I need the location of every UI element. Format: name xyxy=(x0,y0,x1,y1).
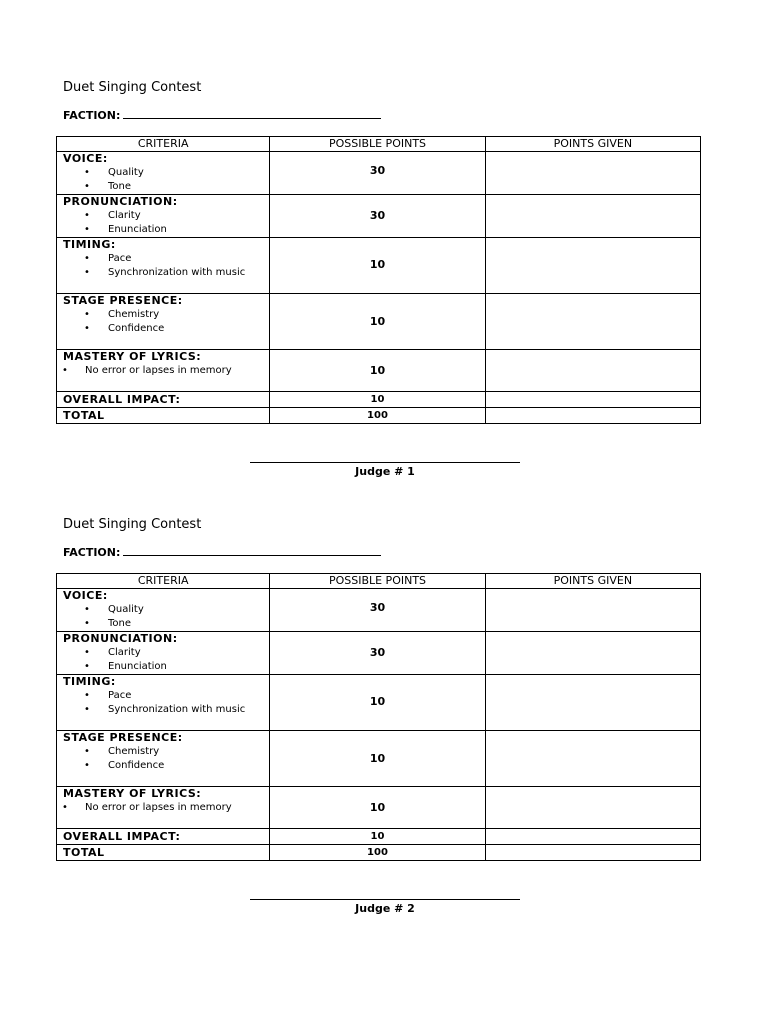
criteria-name: PRONUNCIATION: xyxy=(63,195,178,208)
points-given-input[interactable] xyxy=(485,632,700,675)
header-possible-points: POSSIBLE POINTS xyxy=(270,574,485,589)
criteria-name: MASTERY OF LYRICS: xyxy=(63,350,202,363)
possible-points-value: 10 xyxy=(270,787,485,829)
list-item: • Pace xyxy=(57,689,269,703)
list-item: • Tone xyxy=(57,180,269,194)
faction-field xyxy=(63,545,381,559)
table-row xyxy=(57,589,701,632)
list-item: • Quality xyxy=(57,166,269,180)
criteria-name: PRONUNCIATION: xyxy=(63,632,178,645)
table-row xyxy=(57,294,701,350)
header-possible-points: POSSIBLE POINTS xyxy=(270,137,485,152)
points-given-input[interactable] xyxy=(485,294,700,350)
points-given-input[interactable] xyxy=(485,152,700,195)
points-given-input[interactable] xyxy=(485,787,700,829)
faction-blank-line[interactable] xyxy=(123,545,381,556)
criteria-cell xyxy=(57,845,270,861)
criteria-cell xyxy=(57,392,270,408)
list-item: • Enunciation xyxy=(57,223,269,237)
table-row xyxy=(57,350,701,392)
criteria-items xyxy=(57,364,269,378)
criteria-cell xyxy=(57,829,270,845)
criteria-items xyxy=(57,745,269,773)
list-item: • No error or lapses in memory xyxy=(57,801,269,815)
list-item: • Tone xyxy=(57,617,269,631)
table-row xyxy=(57,829,701,845)
criteria-cell xyxy=(57,350,270,392)
criteria-items xyxy=(57,646,269,674)
table-row xyxy=(57,408,701,424)
points-given-input[interactable] xyxy=(485,829,700,845)
possible-points-value: 10 xyxy=(270,392,485,408)
header-points-given: POINTS GIVEN xyxy=(485,137,700,152)
criteria-name: STAGE PRESENCE: xyxy=(63,294,183,307)
list-item: • Confidence xyxy=(57,322,269,336)
possible-points-value: 30 xyxy=(270,195,485,238)
criteria-name: TIMING: xyxy=(63,675,116,688)
list-item: • Enunciation xyxy=(57,660,269,674)
possible-points-value: 10 xyxy=(270,731,485,787)
points-given-input[interactable] xyxy=(485,731,700,787)
points-given-input[interactable] xyxy=(485,238,700,294)
contest-title: Duet Singing Contest xyxy=(63,517,202,532)
list-item: • Quality xyxy=(57,603,269,617)
criteria-cell xyxy=(57,238,270,294)
criteria-cell xyxy=(57,152,270,195)
list-item: • Clarity xyxy=(57,209,269,223)
faction-label: FACTION: xyxy=(63,546,121,559)
points-given-input[interactable] xyxy=(485,195,700,238)
header-criteria: CRITERIA xyxy=(57,574,270,589)
criteria-items xyxy=(57,209,269,237)
possible-points-value: 10 xyxy=(270,294,485,350)
criteria-name: OVERALL IMPACT: xyxy=(63,830,181,843)
criteria-table xyxy=(56,136,701,424)
header-points-given: POINTS GIVEN xyxy=(485,574,700,589)
possible-points-value: 10 xyxy=(270,350,485,392)
criteria-items xyxy=(57,689,269,717)
criteria-items xyxy=(57,801,269,815)
table-header-row xyxy=(57,574,701,589)
points-given-input[interactable] xyxy=(485,589,700,632)
table-row xyxy=(57,845,701,861)
points-given-input[interactable] xyxy=(485,845,700,861)
criteria-cell xyxy=(57,675,270,731)
table-header-row xyxy=(57,137,701,152)
contest-title: Duet Singing Contest xyxy=(63,80,202,95)
points-given-input[interactable] xyxy=(485,392,700,408)
criteria-cell xyxy=(57,294,270,350)
judge-label: Judge # 2 xyxy=(355,902,415,915)
criteria-name: OVERALL IMPACT: xyxy=(63,393,181,406)
table-row xyxy=(57,675,701,731)
criteria-items xyxy=(57,252,269,280)
signature-line[interactable] xyxy=(250,899,520,900)
list-item: • No error or lapses in memory xyxy=(57,364,269,378)
possible-points-value: 10 xyxy=(270,238,485,294)
judge-label: Judge # 1 xyxy=(355,465,415,478)
criteria-table xyxy=(56,573,701,861)
list-item: • Confidence xyxy=(57,759,269,773)
list-item: • Chemistry xyxy=(57,745,269,759)
criteria-items xyxy=(57,166,269,194)
table-row xyxy=(57,731,701,787)
table-row xyxy=(57,632,701,675)
criteria-cell xyxy=(57,731,270,787)
table-row xyxy=(57,238,701,294)
criteria-name: VOICE: xyxy=(63,589,108,602)
criteria-name: VOICE: xyxy=(63,152,108,165)
criteria-name: TOTAL xyxy=(63,846,105,859)
table-row xyxy=(57,787,701,829)
list-item: • Synchronization with music xyxy=(57,266,269,280)
points-given-input[interactable] xyxy=(485,408,700,424)
header-criteria: CRITERIA xyxy=(57,137,270,152)
faction-field xyxy=(63,108,381,122)
criteria-items xyxy=(57,603,269,631)
possible-points-value: 10 xyxy=(270,829,485,845)
points-given-input[interactable] xyxy=(485,675,700,731)
list-item: • Clarity xyxy=(57,646,269,660)
list-item: • Synchronization with music xyxy=(57,703,269,717)
possible-points-value: 10 xyxy=(270,675,485,731)
points-given-input[interactable] xyxy=(485,350,700,392)
possible-points-value: 30 xyxy=(270,152,485,195)
table-row xyxy=(57,195,701,238)
criteria-name: TOTAL xyxy=(63,409,105,422)
possible-points-value: 30 xyxy=(270,589,485,632)
criteria-name: STAGE PRESENCE: xyxy=(63,731,183,744)
faction-label: FACTION: xyxy=(63,109,121,122)
table-row xyxy=(57,392,701,408)
possible-points-value: 30 xyxy=(270,632,485,675)
possible-points-value: 100 xyxy=(270,845,485,861)
criteria-name: TIMING: xyxy=(63,238,116,251)
list-item: • Chemistry xyxy=(57,308,269,322)
table-row xyxy=(57,152,701,195)
faction-blank-line[interactable] xyxy=(123,108,381,119)
possible-points-value: 100 xyxy=(270,408,485,424)
signature-line[interactable] xyxy=(250,462,520,463)
criteria-cell xyxy=(57,408,270,424)
criteria-cell xyxy=(57,195,270,238)
criteria-cell xyxy=(57,589,270,632)
criteria-cell xyxy=(57,632,270,675)
list-item: • Pace xyxy=(57,252,269,266)
criteria-cell xyxy=(57,787,270,829)
criteria-items xyxy=(57,308,269,336)
criteria-name: MASTERY OF LYRICS: xyxy=(63,787,202,800)
